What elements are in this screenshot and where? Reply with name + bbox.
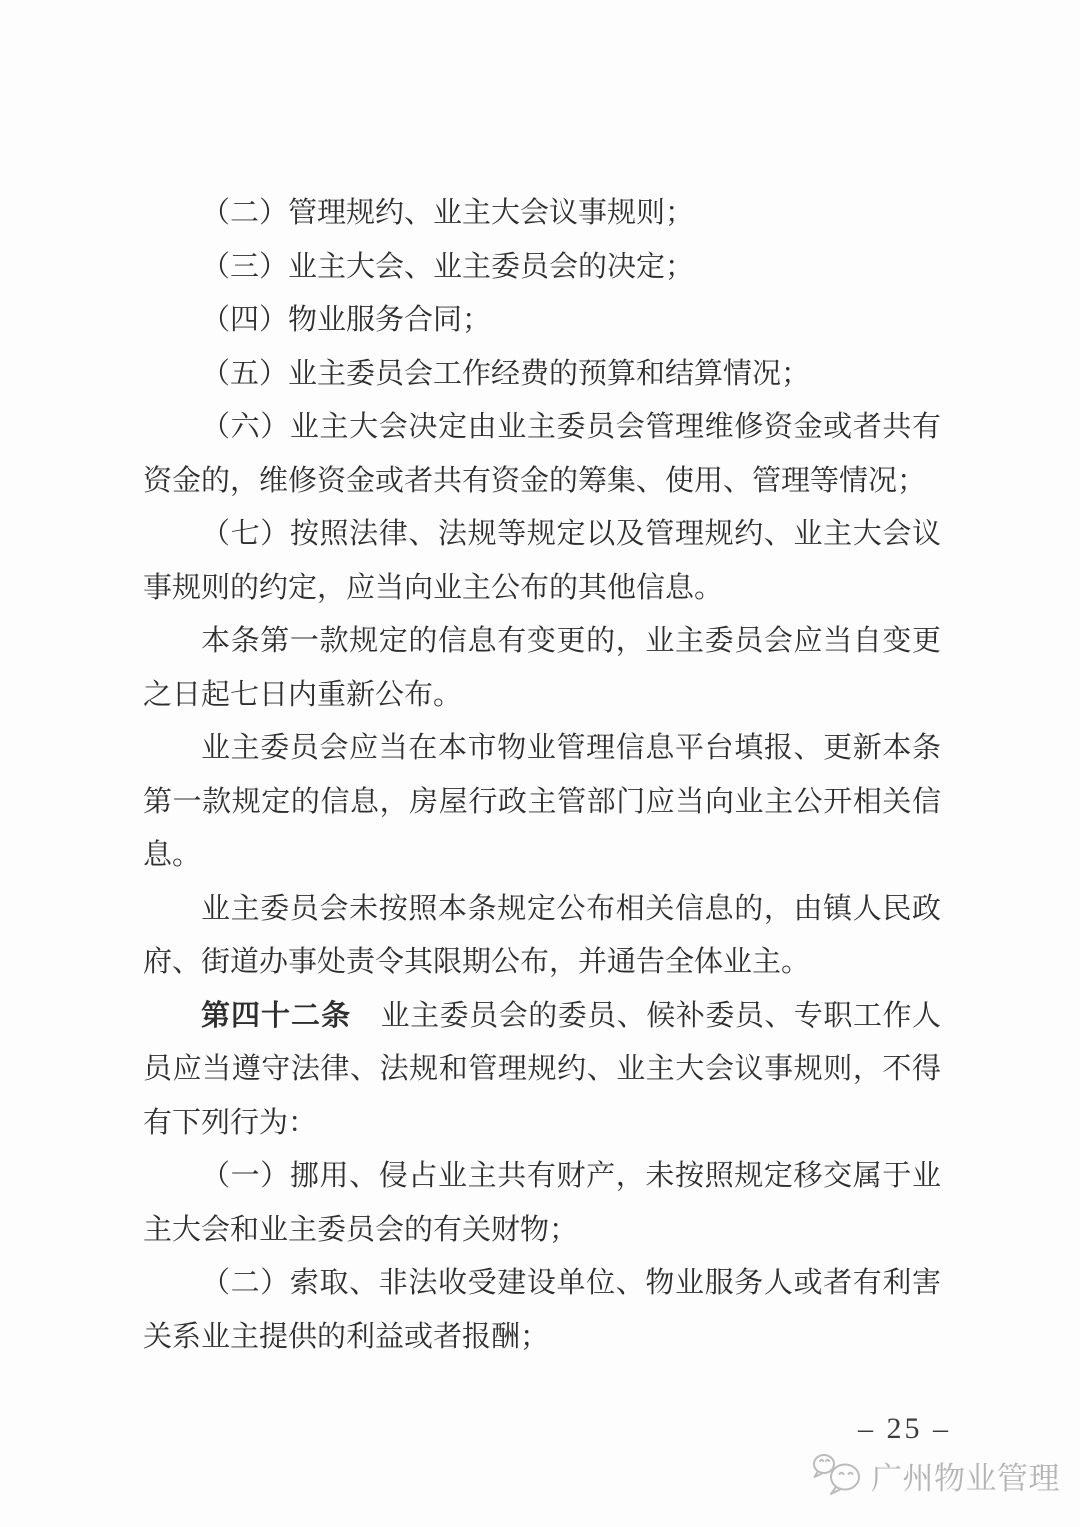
article-number: 第四十二条	[201, 999, 352, 1032]
clause-item: （三）业主大会、业主委员会的决定；	[201, 250, 695, 283]
clause-item: （六）业主大会决定由业主委员会管理维修资金或者共有资金的，维修资金或者共有资金的筹集、使用、管理等情况；	[143, 411, 941, 497]
page-number: – 25 –	[858, 1412, 951, 1445]
body-paragraph: 本条第一款规定的信息有变更的，业主委员会应当自变更之日起七日内重新公布。	[143, 625, 941, 711]
watermark	[810, 1450, 1060, 1500]
body-paragraph: 业主委员会应当在本市物业管理信息平台填报、更新本条第一款规定的信息，房屋行政主管部门应当向业主公开相关信息。	[143, 732, 941, 871]
clause-item: （四）物业服务合同；	[201, 304, 492, 336]
clause-item: （一）挪用、侵占业主共有财产，未按照规定移交属于业主大会和业主委员会的有关财物；	[143, 1160, 941, 1246]
clause-item: （七）按照法律、法规等规定以及管理规约、业主大会议事规则的约定，应当向业主公布的其他信息。	[143, 518, 941, 604]
wechat-icon	[810, 1450, 866, 1500]
document-body	[143, 187, 941, 1364]
clause-item: （五）业主委员会工作经费的预算和结算情况；	[201, 357, 811, 390]
body-paragraph: 业主委员会未按照本条规定公布相关信息的，由镇人民政府、街道办事处责令其限期公布，并通告全体业主。	[143, 892, 941, 978]
article-42-paragraph	[143, 990, 941, 1151]
clause-item: （二）索取、非法收受建设单位、物业服务人或者有利害关系业主提供的利益或者报酬；	[143, 1267, 941, 1353]
clause-item: （二）管理规约、业主大会议事规则；	[201, 197, 695, 229]
article-text: 业主委员会的委员、候补委员、专职工作人员应当遵守法律、法规和管理规约、业主大会议事规则，不得有下列行为：	[143, 999, 941, 1139]
watermark-text: 广州物业管理	[871, 1460, 1060, 1496]
